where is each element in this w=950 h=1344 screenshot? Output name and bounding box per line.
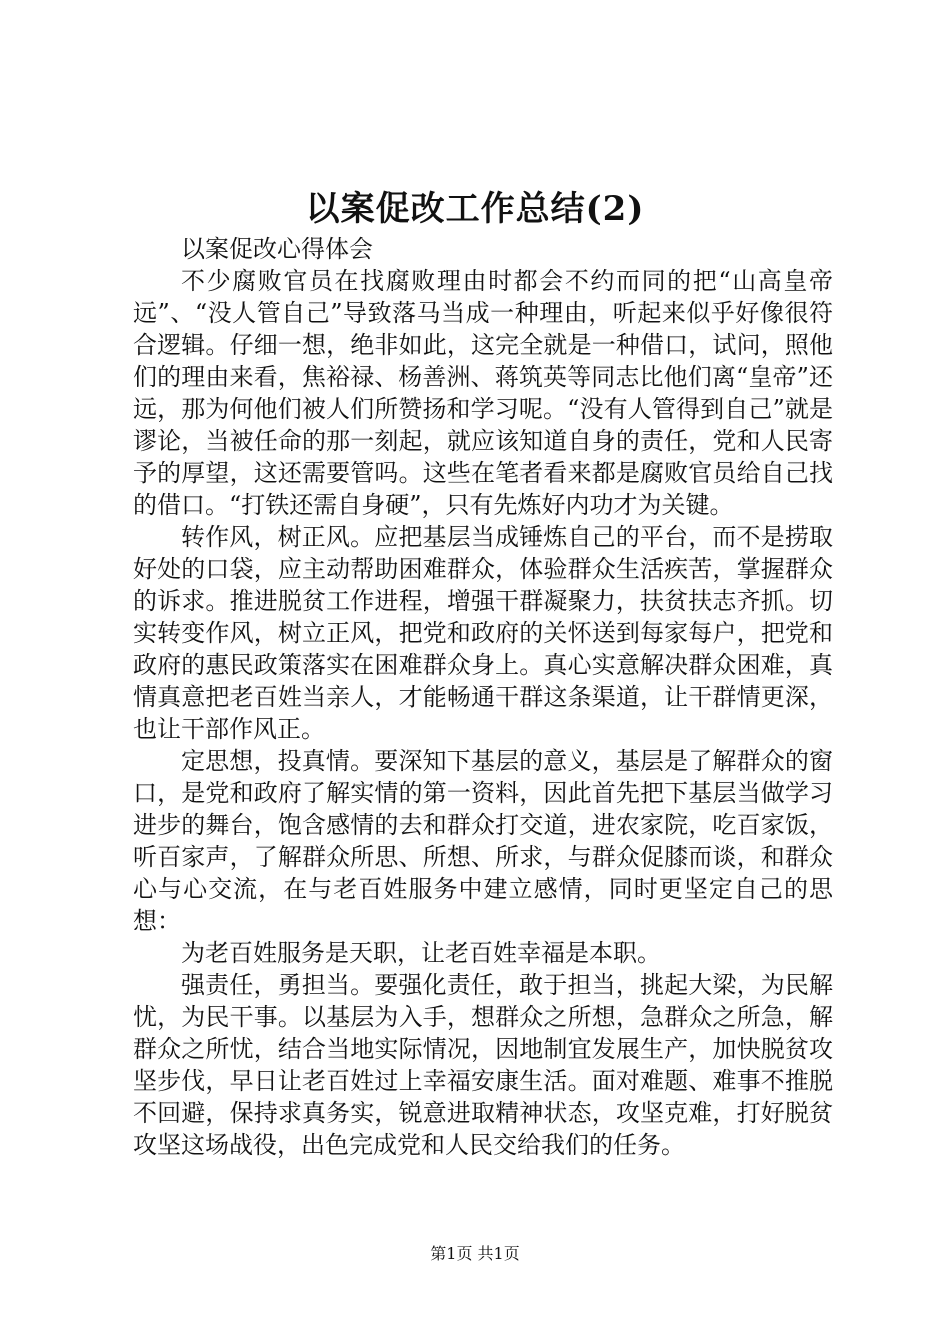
paragraph-responsibility: 强责任，勇担当。要强化责任，敢于担当，挑起大梁，为民解忧，为民干事。以基层为入手，想群众之所想，急群众之所急，解群众之所忧，结合当地实际情况，因地制宜发展生产，加快脱贫攻坚步伐，早日让老百姓过上幸福安康生活。面对难题、难事不推脱不回避，保持求真务实，锐意进取精神状态，攻坚克难，打好脱贫攻坚这场战役，出色完成党和人民交给我们的任务。 [133,971,833,1159]
page-footer: 第1页 共1页 [430,1244,520,1263]
paragraph-style: 转作风，树正风。应把基层当成锤炼自己的平台，而不是捞取好处的口袋，应主动帮助困难群众，体验群众生活疾苦，掌握群众的诉求。推进脱贫工作进程，增强干群凝聚力，扶贫扶志齐抓。切实转变作风，树立正风，把党和政府的关怀送到每家每户，把党和政府的惠民政策落实在困难群众身上。真心实意解决群众困难，真情真意把老百姓当亲人，才能畅通干群这条渠道，让干群情更深，也让干部作风正。 [133,523,833,743]
document-body [133,233,833,1161]
document-title: 以案促改工作总结(2) [305,189,645,229]
paragraph-intro: 不少腐败官员在找腐败理由时都会不约而同的把“山高皇帝远”、“没人管自己”导致落马当成一种理由，听起来似乎好像很符合逻辑。仔细一想，绝非如此，这完全就是一种借口，试问，照他们的理由来看，焦裕禄、杨善洲、蒋筑英等同志比他们离“皇帝”还远，那为何他们被人们所赞扬和学习呢。“没有人管得到自己”就是谬论，当被任命的那一刻起，就应该知道自身的责任，党和人民寄予的厚望，这还需要管吗。这些在笔者看来都是腐败官员给自己找的借口。“打铁还需自身硬”，只有先炼好内功才为关键。 [133,267,833,519]
paragraph-motto: 为老百姓服务是天职，让老百姓幸福是本职。 [181,939,661,967]
paragraph-thought: 定思想，投真情。要深知下基层的意义，基层是了解群众的窗口，是党和政府了解实情的第一资料，因此首先把下基层当做学习进步的舞台，饱含感情的去和群众打交道，进农家院，吃百家饭，听百家声，了解群众所思、所想、所求，与群众促膝而谈，和群众心与心交流，在与老百姓服务中建立感情，同时更坚定自己的思想： [133,747,833,935]
document-subtitle: 以案促改心得体会 [181,235,373,263]
